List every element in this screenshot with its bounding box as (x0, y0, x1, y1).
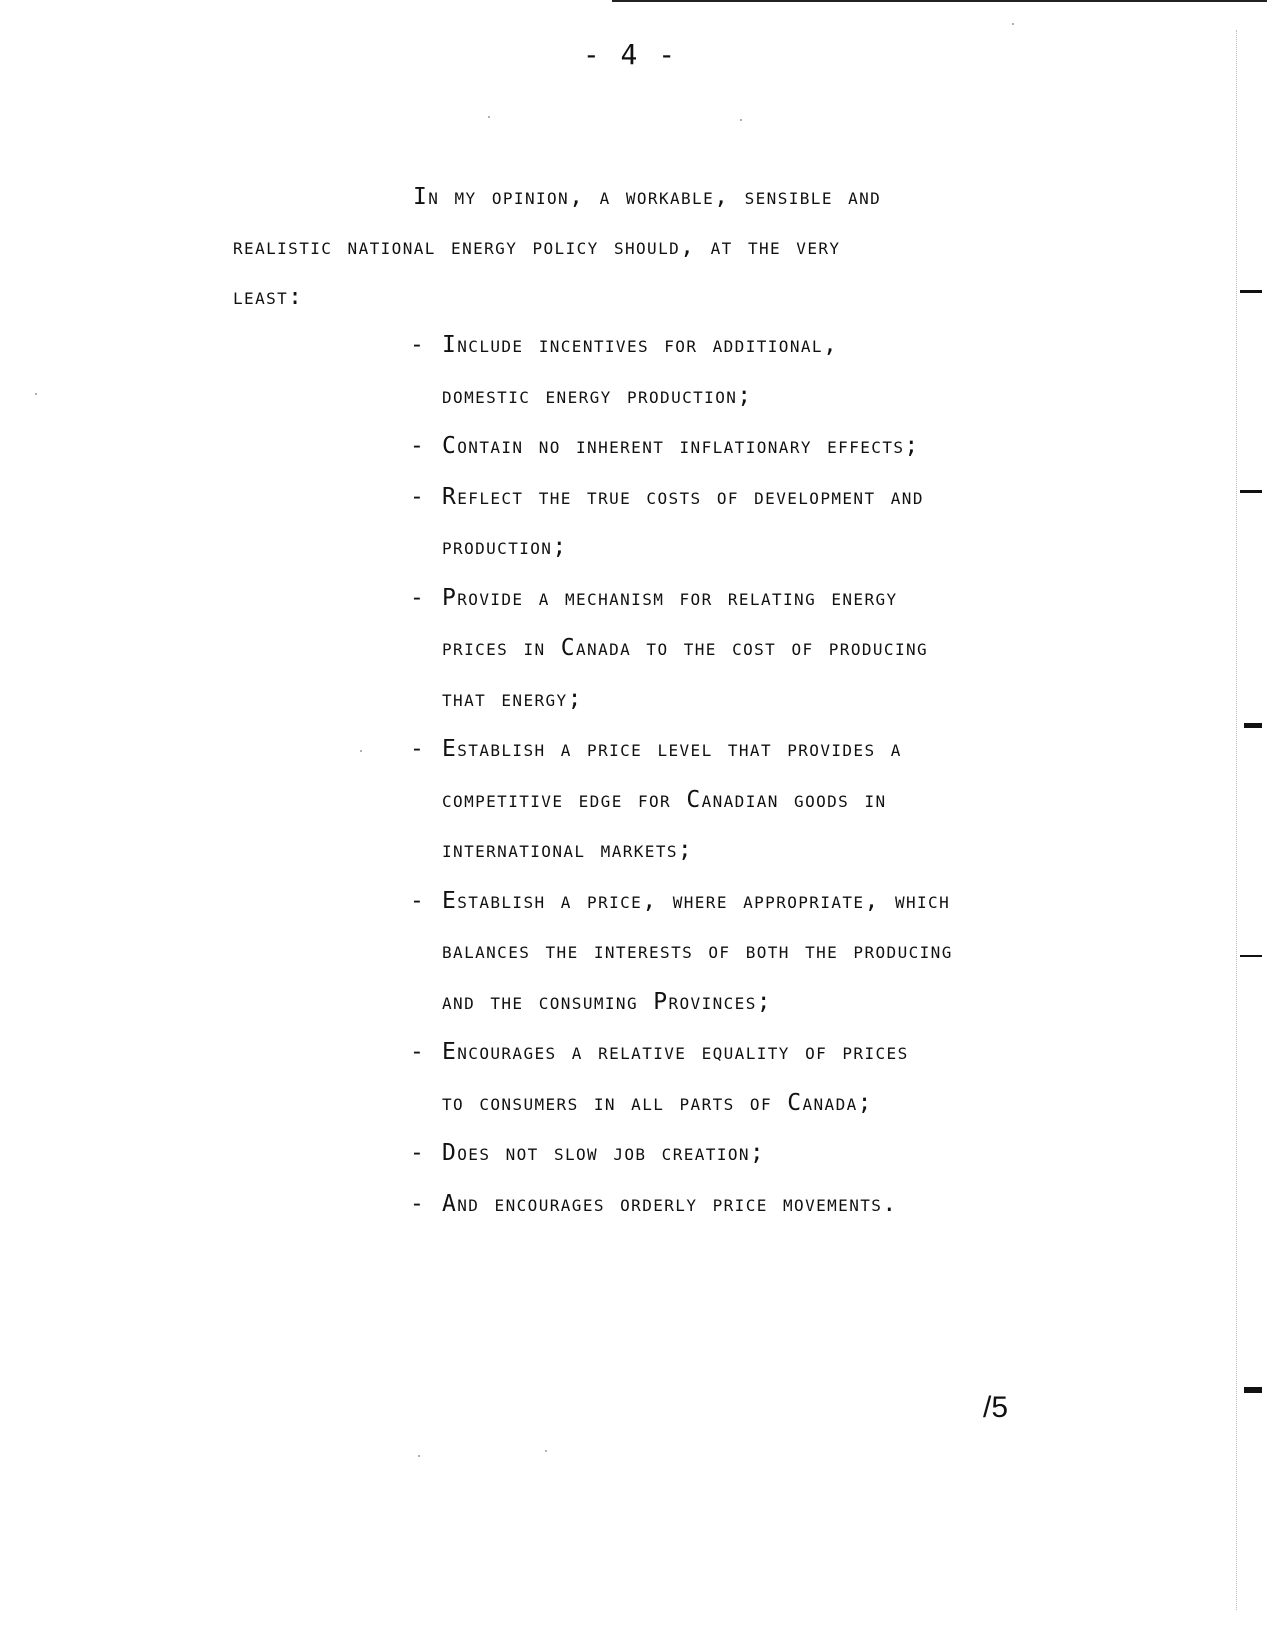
policy-criteria-list (410, 320, 953, 1229)
intro-line: realistic national energy policy should, at the very (233, 234, 841, 260)
list-item-text: Establish a price, where appropriate, which balances the interests of both the producing and the consuming Provinces; (442, 887, 953, 1015)
list-dash: - (410, 584, 426, 611)
scan-right-edge (1236, 30, 1238, 1610)
top-edge-rule (612, 0, 1267, 2)
edge-mark (1240, 955, 1262, 957)
scan-speck (35, 393, 37, 395)
scan-speck (740, 119, 742, 121)
list-item-text: Include incentives for additional, domestic energy production; (442, 332, 839, 409)
list-item-text: Establish a price level that provides a competitive edge for Canadian goods in international markets; (442, 736, 902, 863)
list-item (410, 1027, 953, 1128)
scan-speck (360, 750, 362, 752)
list-item (410, 1179, 953, 1230)
next-page-reference: /5 (983, 1391, 1009, 1424)
list-item (410, 1128, 953, 1179)
list-dash: - (410, 332, 426, 358)
scan-speck (418, 1455, 420, 1457)
edge-mark (1240, 490, 1262, 493)
edge-mark (1240, 290, 1262, 293)
scan-speck (545, 1450, 547, 1452)
list-dash: - (410, 1140, 426, 1166)
list-item-text: And encourages orderly price movements. (442, 1190, 898, 1217)
list-dash: - (410, 433, 426, 459)
list-item-text: Provide a mechanism for relating energy prices in Canada to the cost of producing that energy; (442, 584, 929, 712)
intro-line: least: (233, 284, 304, 310)
list-item-text: Encourages a relative equality of prices to consumers in all parts of Canada; (442, 1039, 909, 1116)
list-item (410, 573, 953, 725)
scan-speck (1012, 23, 1014, 25)
edge-mark (1244, 723, 1262, 728)
list-dash: - (410, 483, 426, 510)
list-item (410, 876, 953, 1028)
list-dash: - (410, 736, 426, 762)
scan-speck (488, 116, 490, 118)
edge-mark (1244, 1387, 1262, 1393)
list-dash: - (410, 1039, 426, 1065)
intro-line: In my opinion, a workable, sensible and (413, 184, 882, 210)
list-dash: - (410, 887, 426, 914)
list-item-text: Reflect the true costs of development and production; (442, 483, 924, 560)
list-item (410, 320, 953, 421)
list-item (410, 724, 953, 876)
list-item (410, 421, 953, 472)
page-number: - 4 - (582, 38, 678, 71)
list-item (410, 472, 953, 573)
list-item-text: Contain no inherent inflationary effects; (442, 433, 920, 459)
list-item-text: Does not slow job creation; (442, 1140, 766, 1166)
list-dash: - (410, 1190, 426, 1217)
